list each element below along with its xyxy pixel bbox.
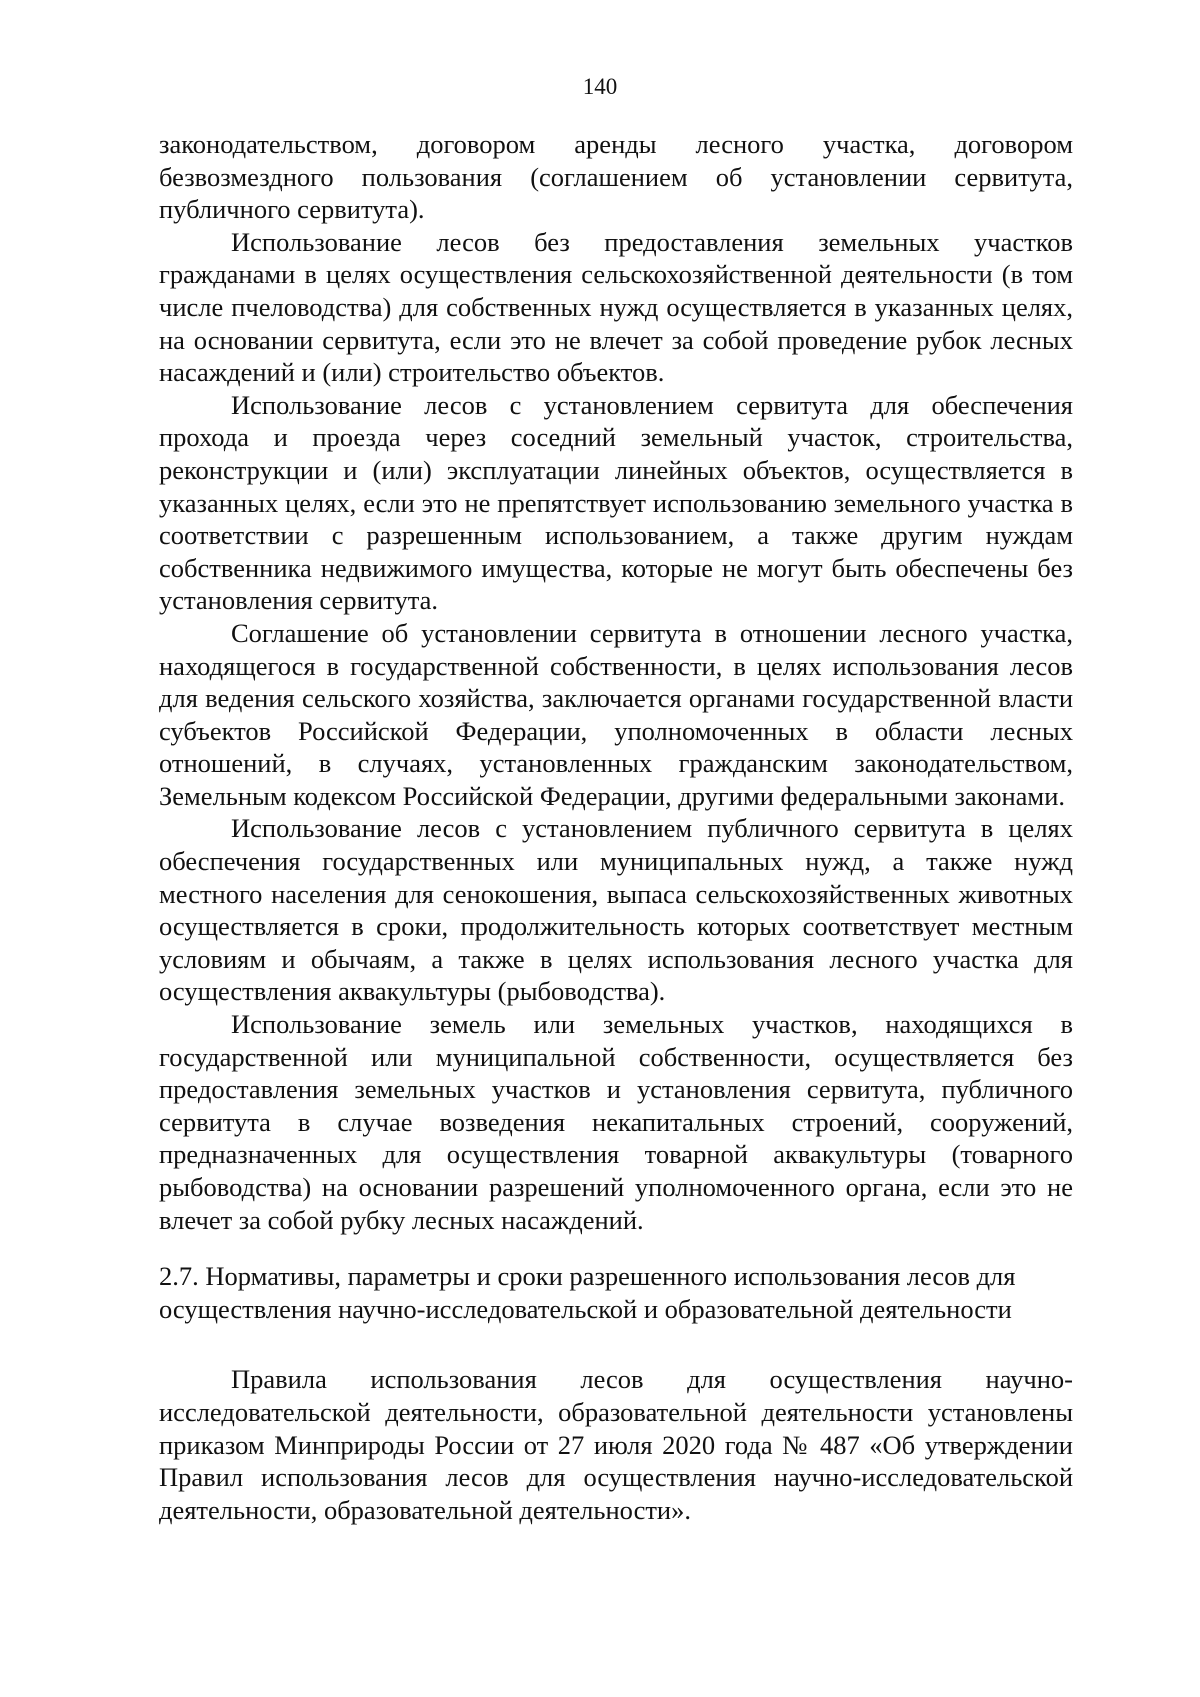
- page-number: 140: [582, 74, 618, 99]
- paragraph-servitude-agreement: Соглашение об установлении сервитута в отношении лесного участка, находящегося в государственной собственности, в целях использования лесов для ведения сельского хозяйства, заключается органами государственной власти субъектов Российской Федерации, уполномоченных в области лесных отношений, в случаях, установленных гражданским законодательством, Земельным кодексом Российской Федерации, другими федеральными законами.: [159, 617, 1073, 811]
- paragraph-continuation: законодательством, договором аренды лесного участка, договором безвозмездного пользования (соглашением об установлении сервитута, публичного сервитута).: [159, 129, 1073, 225]
- paragraph-passage-servitude: Использование лесов с установлением сервитута для обеспечения прохода и проезда через соседний земельный участок, строительства, реконструкции и (или) эксплуатации линейных объектов, осуществляется в указанных целях, если это не препятствует использованию земельного участка в соответствии с разрешенным использованием, а также другим нуждам собственника недвижимого имущества, которые не могут быть обеспечены без установления сервитута.: [159, 389, 1073, 616]
- paragraph-aquaculture-land-use: Использование земель или земельных участков, находящихся в государственной или муниципальной собственности, осуществляется без предоставления земельных участков и установления сервитута, публичного сервитута в случае возведения некапитальных строений, сооружений, предназначенных для осуществления товарной аквакультуры (товарного рыбоводства) на основании разрешений уполномоченного органа, если это не влечет за собой рубку лесных насаждений.: [159, 1009, 1073, 1235]
- document-body: [159, 128, 1073, 1526]
- paragraph-public-servitude: Использование лесов с установлением публичного сервитута в целях обеспечения государственных или муниципальных нужд, а также нужд местного населения для сенокошения, выпаса сельскохозяйственных животных осуществляется в сроки, продолжительность которых соответствует местным условиям и обычаям, а также в целях использования лесного участка для осуществления аквакультуры (рыбоводства).: [159, 813, 1073, 1007]
- paragraph-research-rules: Правила использования лесов для осуществления научно-исследовательской деятельности, образовательной деятельности установлены приказом Минприроды России от 27 июля 2020 года № 487 «Об утверждении Правил использования лесов для осуществления научно-исследовательской деятельности, образовательной деятельности».: [159, 1364, 1073, 1525]
- paragraph-beekeeping-servitude: Использование лесов без предоставления земельных участков гражданами в целях осуществления сельскохозяйственной деятельности (в том числе пчеловодства) для собственных нужд осуществляется в указанных целях, на основании сервитута, если это не влечет за собой проведение рубок лесных насаждений и (или) строительство объектов.: [159, 226, 1073, 388]
- section-heading: 2.7. Нормативы, параметры и сроки разрешенного использования лесов для осуществления научно-исследовательской и образовательной деятельности: [159, 1261, 1016, 1324]
